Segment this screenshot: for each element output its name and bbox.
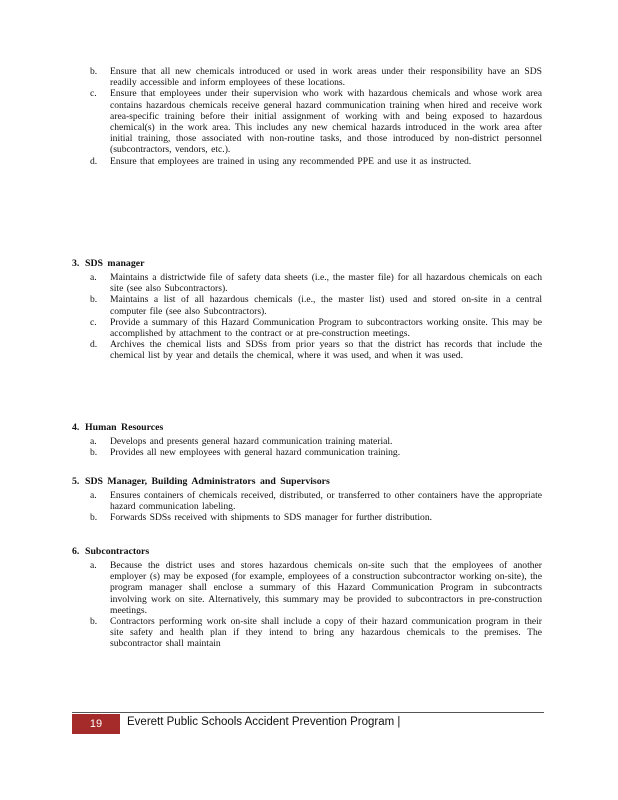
page-number-badge: [72, 714, 120, 734]
item-letter: b.: [90, 294, 98, 306]
section-title: Subcontractors: [85, 546, 150, 557]
section-title: SDS Manager, Building Administrators and Supervisors: [85, 476, 330, 487]
item-letter: c.: [90, 316, 97, 328]
list-item: [72, 294, 542, 316]
section-6: [72, 546, 542, 650]
section-heading: [72, 476, 542, 488]
section-number: 4.: [72, 422, 80, 433]
list-item: [72, 447, 542, 458]
item-text: Maintains a list of all hazardous chemicals (i.e., the master list) used and stored on-site in a central computer file (see also Subcontractors).: [110, 294, 542, 317]
list-item: [72, 436, 542, 447]
item-text: Provide a summary of this Hazard Communication Program to subcontractors working onsite. This may be accomplished by attachment to the contract or at pre-construction meetings.: [110, 316, 542, 340]
section-heading: [72, 546, 542, 558]
section-4: [72, 422, 542, 458]
list-item: [72, 88, 542, 155]
item-text: Because the district uses and stores hazardous chemicals on-site such that the employees of another employer (s) may be exposed (for example, employees of a construction subcontractor working on-site), the program manager shall enclose a summary of this Hazard Communication Program in subcontracts involving work on site. Alternatively, this summary may be provided to subcontractors in pre-construction meetings.: [110, 560, 542, 616]
item-letter: d.: [90, 155, 98, 167]
list-item: [72, 512, 542, 523]
item-text: Ensures containers of chemicals received, distributed, or transferred to other containers have the appropriate hazard communication labeling.: [110, 490, 542, 513]
item-text: Provides all new employees with general hazard communication training.: [110, 447, 401, 459]
item-text: Maintains a districtwide file of safety data sheets (i.e., the master file) for all hazardous chemicals on each site (see also Subcontractors).: [110, 272, 542, 295]
item-letter: b.: [90, 616, 98, 628]
page-number: 19: [89, 718, 103, 730]
section-title: SDS manager: [85, 258, 145, 269]
section-title: Human Resources: [85, 422, 164, 433]
intro-items: [72, 66, 542, 167]
section-number: 5.: [72, 476, 80, 487]
section-heading: [72, 422, 542, 434]
list-item: [72, 560, 542, 616]
item-letter: b.: [90, 447, 98, 459]
section-5: [72, 476, 542, 524]
section-heading: [72, 258, 542, 270]
item-letter: a.: [90, 272, 97, 283]
item-letter: b.: [90, 66, 98, 77]
item-text: Archives the chemical lists and SDSs from prior years so that the district has records that include the chemical list by year and details the chemical, where it was used, and when it was used.: [110, 339, 542, 362]
item-text: Forwards SDSs received with shipments to SDS manager for further distribution.: [110, 512, 433, 524]
item-text: Develops and presents general hazard communication training material.: [110, 436, 393, 447]
item-letter: d.: [90, 339, 98, 351]
section-3: [72, 258, 542, 362]
footer-title: Everett Public Schools Accident Prevention Program |: [127, 716, 401, 728]
item-letter: a.: [90, 560, 97, 571]
item-text: Ensure that employees are trained in using any recommended PPE and use it as instructed.: [110, 155, 472, 167]
section-number: 3.: [72, 258, 80, 269]
item-text: Ensure that all new chemicals introduced or used in work areas under their responsibility have an SDS readily accessible and inform employees of these locations.: [110, 66, 542, 89]
list-item: [72, 66, 542, 88]
list-item: [72, 490, 542, 512]
list-item: [72, 339, 542, 361]
footer-divider: [72, 712, 544, 713]
list-item: [72, 616, 542, 650]
item-text: Contractors performing work on-site shall include a copy of their hazard communication program in their site safety and health plan if they intend to bring any hazardous chemicals to the premises. The subcontractor shall maintain: [110, 616, 542, 650]
item-letter: c.: [90, 88, 97, 100]
list-item: [72, 156, 542, 167]
item-letter: a.: [90, 490, 97, 501]
item-text: Ensure that employees under their supervision who work with hazardous chemicals and whose work area contains hazardous chemicals receive general hazard communication training when hired and receive work area-specific training before their initial assignment of working with and being exposed to hazardous chemical(s) in the work area. This includes any new chemical hazards introduced in the work area after initial training, those associated with non-routine tasks, and those introduced by non-district personnel (subcontractors, vendors, etc.).: [110, 88, 542, 156]
list-item: [72, 317, 542, 339]
section-number: 6.: [72, 546, 80, 557]
list-item: [72, 272, 542, 294]
item-letter: a.: [90, 436, 97, 447]
item-letter: b.: [90, 512, 98, 524]
